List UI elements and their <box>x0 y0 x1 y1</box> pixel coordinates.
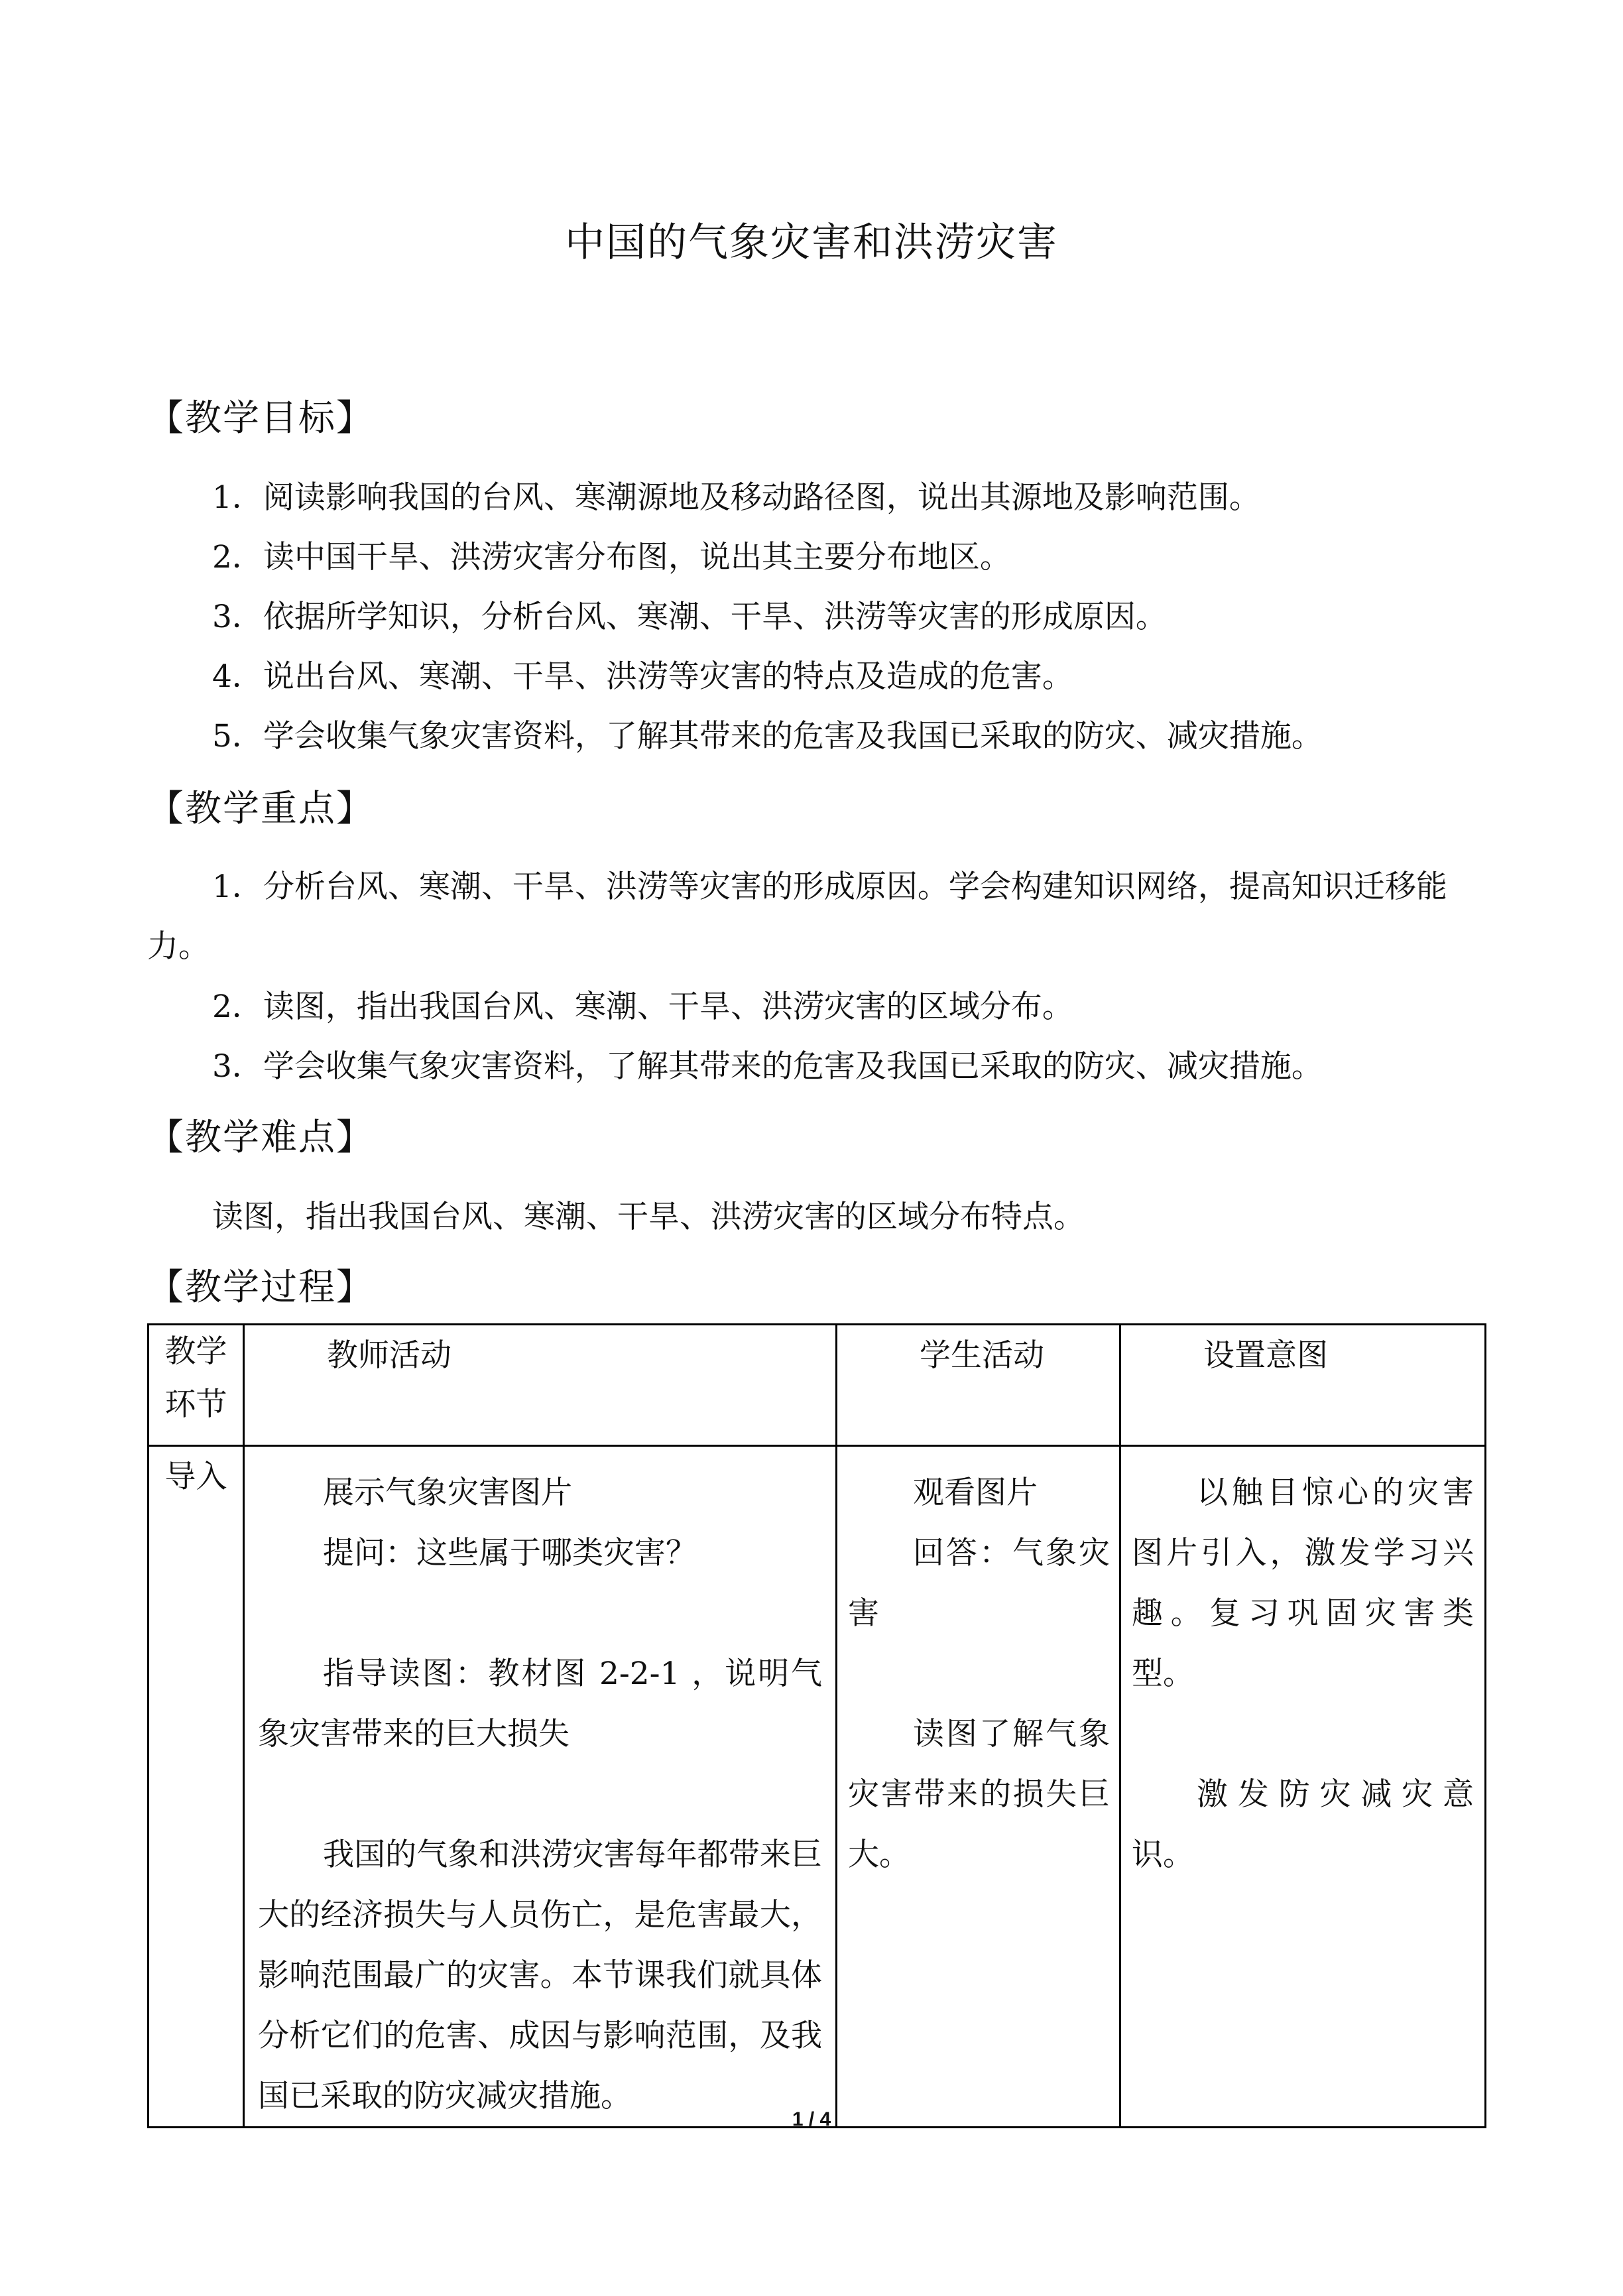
section-heading-objectives: 【教学目标】 <box>147 396 375 439</box>
page-number: 1 / 4 <box>792 2108 831 2130</box>
student-activity-cell: 观看图片 回答：气象灾害 读图了解气象灾害带来的损失巨大。 <box>837 1446 1120 2128</box>
table-row <box>149 1446 1486 2128</box>
stage-cell: 导入 <box>149 1446 244 2128</box>
objective-item: 3．依据所学知识，分析台风、寒潮、干旱、洪涝等灾害的形成原因。 <box>212 599 1167 635</box>
table-header-row <box>149 1325 1486 1446</box>
objective-item: 5．学会收集气象灾害资料，了解其带来的危害及我国已采取的防灾、减灾措施。 <box>212 718 1323 755</box>
objective-item: 2．读中国干旱、洪涝灾害分布图，说出其主要分布地区。 <box>212 539 1011 575</box>
header-design-intent: 设置意图 <box>1120 1325 1486 1446</box>
difficulty-text: 读图，指出我国台风、寒潮、干旱、洪涝灾害的区域分布特点。 <box>212 1199 1085 1235</box>
objective-item: 4．说出台风、寒潮、干旱、洪涝等灾害的特点及造成的危害。 <box>212 658 1073 695</box>
header-stage: 教学 环节 <box>149 1325 244 1446</box>
section-heading-process: 【教学过程】 <box>147 1266 375 1308</box>
design-intent-cell: 以触目惊心的灾害图片引入，激发学习兴趣。复习巩固灾害类型。 激发防灾减灾意识。 <box>1120 1446 1486 2128</box>
section-heading-key-points: 【教学重点】 <box>147 787 375 829</box>
objective-item: 1．阅读影响我国的台风、寒潮源地及移动路径图，说出其源地及影响范围。 <box>212 479 1260 516</box>
key-point-item: 3．学会收集气象灾害资料，了解其带来的危害及我国已采取的防灾、减灾措施。 <box>212 1048 1323 1085</box>
key-point-item: 1．分析台风、寒潮、干旱、洪涝等灾害的形成原因。学会构建知识网络，提高知识迁移能力。 <box>147 869 1447 965</box>
header-teacher-activity: 教师活动 <box>244 1325 837 1446</box>
page-title: 中国的气象灾害和洪涝灾害 <box>565 219 1058 266</box>
section-heading-difficulties: 【教学难点】 <box>147 1116 375 1158</box>
header-student-activity: 学生活动 <box>837 1325 1120 1446</box>
teacher-activity-cell: 展示气象灾害图片 提问：这些属于哪类灾害？ 指导读图：教材图 2-2-1 ，说明气象灾害带来的巨大损失 我国的气象和洪涝灾害每年都带来巨大的经济损失与人员伤亡，是危害最大，影响范围最广的灾害。本节课我们就具体分析它们的危害、成因与影响范围，及我国已采取的防灾减灾措施。 <box>244 1446 837 2128</box>
teaching-process-table <box>147 1323 1486 2128</box>
key-point-item: 2．读图，指出我国台风、寒潮、干旱、洪涝灾害的区域分布。 <box>212 989 1073 1025</box>
